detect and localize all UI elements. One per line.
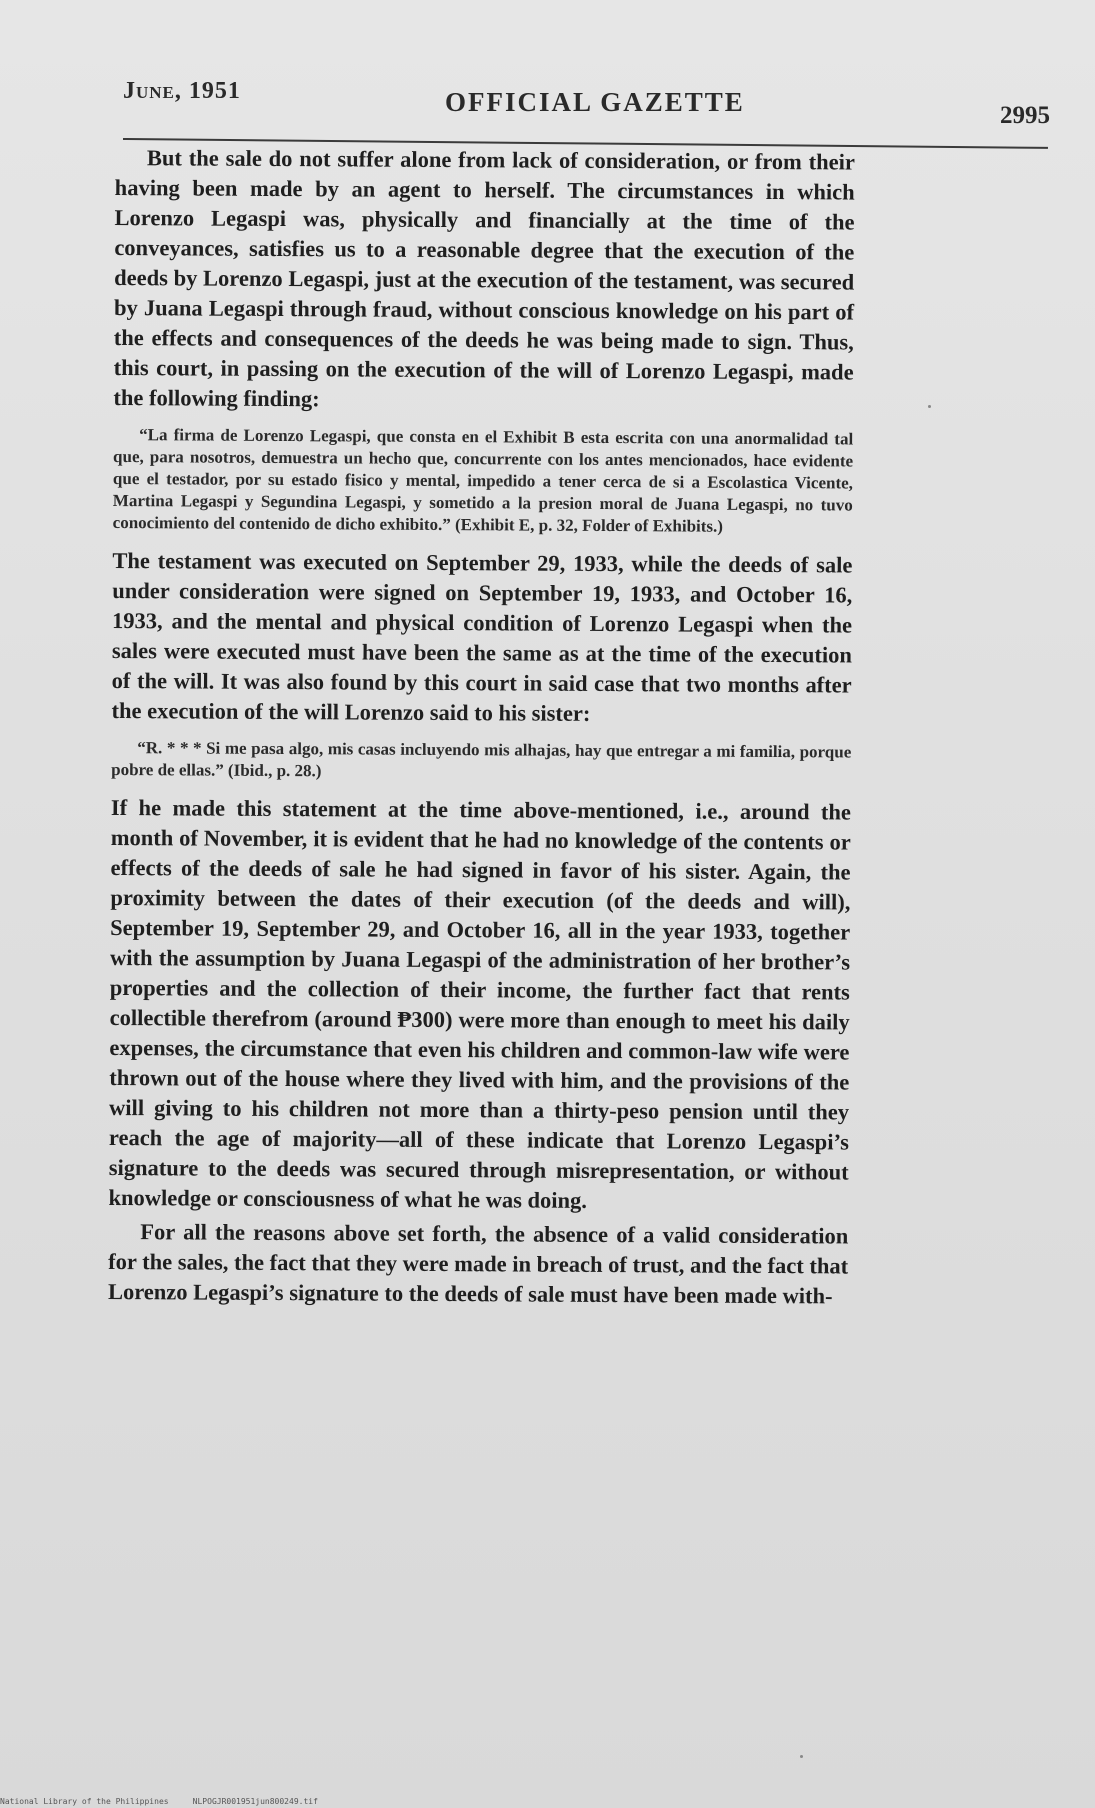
scan-footer (0, 1797, 318, 1806)
block-quote-1: “La firma de Lorenzo Legaspi, que consta en el Exhibit B esta escrita con una anormalidad tal que, para nosotros, demuestra un hecho que, concurrente con los antes mencionados, hace evidente que el testador, por su estado fisico y mental, impedido a tener cerca de si a Escolastica Vicente, Martina Legaspi y Segundina Legaspi, y sometido a la presion moral de Juana Legaspi, no tuvo conocimiento del contenido de dicho exhibito.” (Exhibit E, p. 32, Folder of Exhibits.) (112, 425, 854, 536)
page-number: 2995 (1000, 102, 1050, 129)
paragraph-2: The testament was executed on September 29, 1933, while the deeds of sale under consideration were signed on September 19, 1933, and October 16, 1933, and the mental and physical condition of Lorenzo Legaspi when the sales were executed must have been the same as at the time of the execution of the will. It was also found by this court in said case that two months after the execution of the will Lorenzo said to his sister: (111, 547, 853, 726)
page-header (120, 72, 1050, 142)
page-body (108, 143, 855, 1311)
block-quote-2: “R. * * * Si me pasa algo, mis casas incluyendo mis alhajas, hay que entregar a mi familia, porque pobre de ellas.” (Ibid., p. 28.) (111, 738, 852, 781)
scan-file-id: NLPOGJR001951jun800249.tif (192, 1797, 318, 1806)
paragraph-3: If he made this statement at the time above-mentioned, i.e., around the month of November, it is evident that he had no knowledge of the contents or effects of the deeds of sale he had signed in favor of his sister. Again, the proximity between the dates of their execution (of the deeds and will), September 19, September 29, and October 16, all in the year 1933, together with the assumption by Juana Legaspi of the administration of her brother’s properties and the collection of their income, the further fact that rents collectible therefrom (around ₱300) were more than enough to meet his daily expenses, the circumstance that even his children and common-law wife were thrown out of the house where they lived with him, and the provisions of the will giving to his children not more than a thirty-peso pension until they reach the age of majority—all of these indicate that Lorenzo Legaspi’s signature to the deeds was secured through misrepresentation, or without knowledge or consciousness of what he was doing. (108, 794, 852, 1213)
publication-title: OFFICIAL GAZETTE (445, 87, 745, 117)
paragraph-4: For all the reasons above set forth, the absence of a valid consideration for the sales, the fact that they were made in breach of trust, and the fact that Lorenzo Legaspi’s signature to the deeds of sale must have been made with- (107, 1219, 849, 1309)
paper-speck (800, 1755, 803, 1758)
paragraph-1: But the sale do not suffer alone from lack of consideration, or from their having been made by an agent to herself. The circumstances in which Lorenzo Legaspi was, physically and financially at the time of the conveyances, satisfies us to a reasonable degree that the execution of the deeds by Lorenzo Legaspi, just at the execution of the testament, was secured by Juana Legaspi through fraud, without conscious knowledge on his part of the effects and consequences of the deeds he was being made to sign. Thus, this court, in passing on the execution of the will of Lorenzo Legaspi, made the following finding: (113, 145, 855, 412)
library-credit: National Library of the Philippines (0, 1797, 169, 1806)
paper-speck (928, 405, 931, 408)
issue-date: June, 1951 (123, 78, 241, 104)
